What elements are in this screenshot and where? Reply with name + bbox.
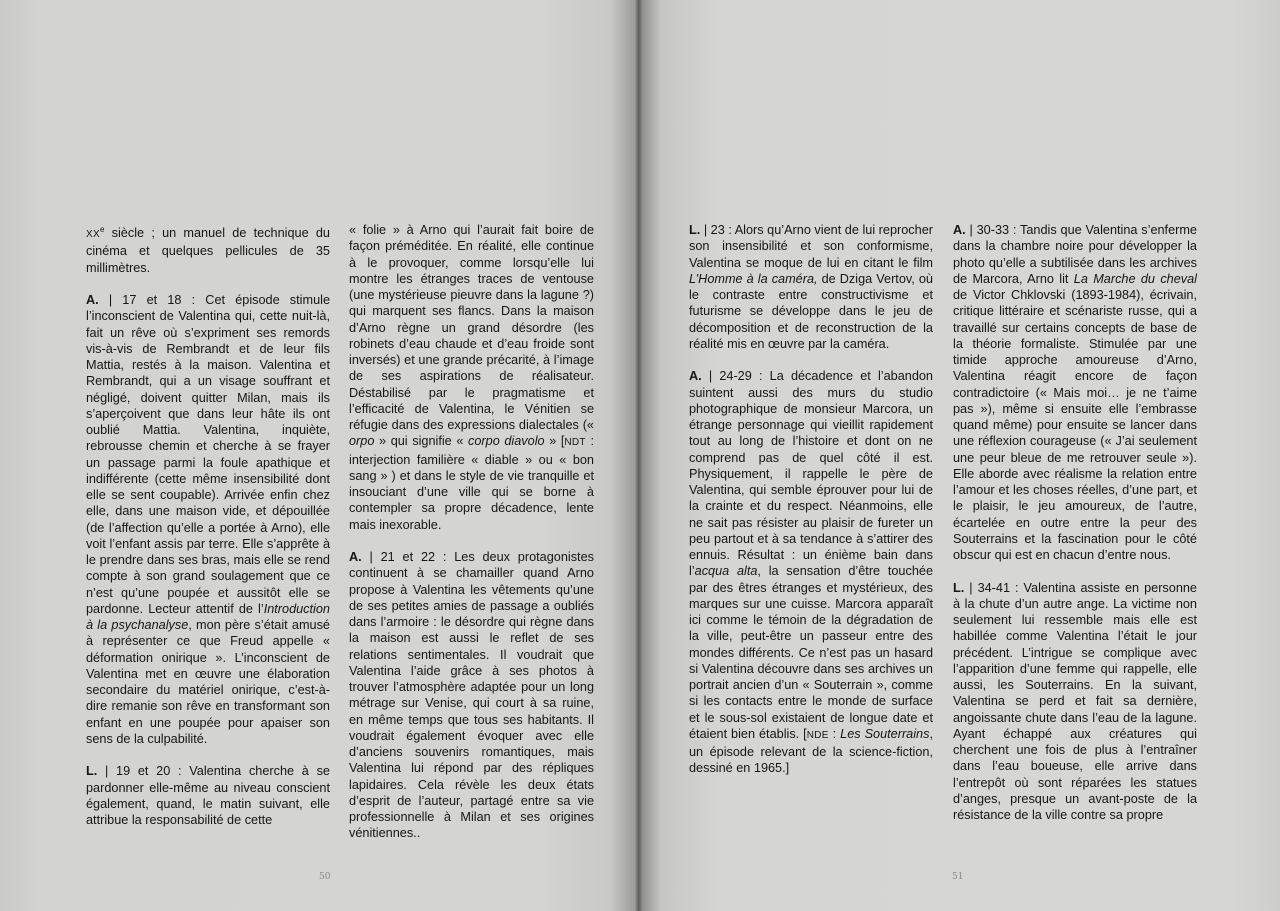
film-title: L’Homme à la caméra, [689,271,818,286]
paragraph-text: | 24-29 : La décadence et l’abandon suintent aussi des murs du studio photographique de monsieur Marcora, un étrange personnage qui vieillit rapidement tout au long de l’histoire et dont on ne comprend pas de quel côté il est. Physiquement, il rappelle le père de Valentina, qui semble éprouver pour lui de la crainte et du respect. Néanmoins, elle ne sait pas résister au plaisir de fureter un peu partout et à sa tendance à s’attirer des ennuis. Résultat : un énième bain dans l’ [689,369,933,579]
paragraph-text: | 21 et 22 : Les deux protagonistes continuent à se chamailler quand Arno propose à Valentina les vêtements qu’une de ses petites amies de passage a oubliés dans l’armoire : le désordre qui règne dans la maison est aussi le reflet de ses relations sentimentales. Il voudrait que Valentina l’aide grâce à ses photos à trouver l’atmosphère adaptée pour un long métrage sur Venise, qui court à sa ruine, en même temps que tous ses habitants. Il voudrait également évoquer avec elle d’anciens souvenirs romantiques, mais Valentina lui répond par des répliques lapidaires. Cela révèle les deux états d’esprit de l’auteur, partagé entre sa vie professionnelle à Milan et ses origines vénitiennes.. [349,550,594,841]
book-title: La Marche du cheval [1073,271,1197,286]
author-label: A. [349,550,362,564]
author-label: A. [953,223,966,237]
paragraph-text: , mon père s’était amusé à représenter ce que Freud appelle « déformation onirique ». L’inconscient de Valentina met en œuvre une élaboration secondaire du matériel onirique, c’est-à-dire remanie son rêve en transformant son enfant en une poupée pour apaiser son sens de la culpabilité. [86,618,330,746]
left-page-column-1 [86,222,330,828]
paragraph-continuation [349,222,594,533]
paragraph-text: » qui signifie « [374,434,469,449]
book-title: Introduction à la psychanalyse [86,601,330,633]
paragraph-text: de Victor Chklovski (1893-1984), écrivain, critique littéraire et scénariste russe, qui a travaillé sur certains concepts de base de la théorie formaliste. Stimulée par une timide approche amoureuse d’Arno, Valentina réagit encore de façon contradictoire (« Mais moi… je ne t’aime pas »), même si ensuite elle l’embrasse quand même) pour ensuite se lancer dans une réflexion courageuse (« J’ai seulement une peur bleue de me retrouver seule »). Elle aborde avec réalisme la relation entre l’amour et les choses réelles, d’une part, et le plaisir, le jeu amoureux, de l’autre, écartelée en outre entre la peur des Souterrains et la fascination pour le côté obscur qui est en chacun d’entre nous. [953,288,1197,562]
paragraph-21-22 [349,549,594,842]
italic-term: acqua alta [694,564,758,579]
left-page [0,0,636,911]
paragraph-text: , la sensation d’être touchée par des êtres étranges et mystérieux, des marques sur une cuisse. Marcora apparaît ici comme le témoin de la dégradation de la ville, peut-être un passeur entre des mondes différents. Ce n’est pas un hasard si Valentina découvre dans ses archives un portrait ancien d’un « Souterrain », comme si les contacts entre le monde de surface et le sous-sol existaient de longue date et étaient bien établis. [ [689,564,933,741]
dialect-term: corpo diavolo [468,434,545,449]
paragraph-24-29 [689,368,933,776]
translator-note-label: NDT [564,437,586,449]
century-superscript: e [99,225,105,234]
paragraph-34-41 [953,580,1197,824]
paragraph-text: « folie » à Arno qui l’aurait fait boire de façon préméditée. En réalité, elle continue à le provoquer, comme lorsqu’elle lui montre les étranges traces de ventouse (une mystérieuse pieuvre dans la lagune ?) qui marquent ses flancs. Dans la maison d’Arno règne un grand désordre (les robinets d’eau chaude et d’eau froide sont inversés) et une grande précarité, à l’image de ses aspirations de réalisateur. Déstabilisé par le pragmatisme et l’efficacité de Valentina, le Vénitien se réfugie dans des expressions dialectales (« [349,223,594,432]
century-numeral: XX [86,229,100,241]
author-label: L. [689,223,701,237]
paragraph-text: | 23 : Alors qu’Arno vient de lui reprocher son insensibilité et son conformisme, Valentina se moque de lui en citant le film [689,223,933,270]
page-number: 51 [952,872,964,882]
dialect-term: orpo [349,434,375,449]
paragraph-intro [86,222,330,276]
paragraph-30-33 [953,222,1197,563]
paragraph-text: | 34-41 : Valentina assiste en personne à la chute d’un autre ange. La victime non seulement lui ressemble mais elle est habillée comme Valentina l’était le jour précédent. L’intrigue se complique avec l’apparition d’une femme qui rappelle, elle aussi, les Souterrains. En la suivant, Valentina se perd et fait sa dernière, angoissante chute dans l’eau de la lagune. Ayant échappé aux créatures qui cherchent une fois de plus à l’entraîner dans l’eau boueuse, elle arrive dans l’entrepôt où sont réparées les statues d’anges, presque un avant-poste de la résistance de la ville contre sa propre [953,580,1197,822]
paragraph-text: , un épisode relevant de la science-fiction, dessiné en 1965.] [689,726,933,776]
right-page-column-2 [953,222,1197,823]
paragraph-text: : interjection familière « diable » ou « bon sang » ) et dans le style de vie tranquille et insouciant d’une ville qui se borne à contempler sa propre décadence, lente mais inexorable. [349,434,594,532]
author-label: A. [689,369,702,384]
paragraph-19-20 [86,763,330,828]
paragraph-text: siècle ; un manuel de technique du cinéma et quelques pellicules de 35 millimètres. [86,226,330,275]
paragraph-text: | 30-33 : Tandis que Valentina s’enferme dans la chambre noire pour développer la photo qu’elle a subtilisée dans les archives de Marcora, Arno lit [953,223,1197,286]
paragraph-text: | 17 et 18 : Cet épisode stimule l’inconscient de Valentina qui, cette nuit-là, fait un rêve où s’expriment ses remords vis-à-vis de Rembrandt et de leur fils Mattia, restés à la maison. Valentina et Rembrandt, qui a un visage souffrant et négligé, doivent quitter Milan, mais ils s’aperçoivent que dans leur hâte ils ont oublié Mattia. Valentina, inquiète, rebrousse chemin et cherche à se frayer un passage parmi la foule apathique et indifférente (cette même insensibilité dont elle se sent coupable). Arrivée enfin chez elle, dans une maison vide, et dépouillée (de l’affection qu’elle a portée à Arno), elle voit l’enfant assis par terre. Elle s’apprête à le prendre dans ses bras, mais elle se rend compte à son grand soulagement que ce n’est qu’une poupée et aussitôt elle se pardonne. Lecteur attentif de l’ [86,293,330,616]
author-label: A. [86,293,99,308]
episode-title: Les Souterrains [840,726,930,741]
paragraph-17-18 [86,292,330,747]
author-label: L. [86,764,98,779]
left-page-column-2 [349,222,594,842]
editor-note-label: NDE [806,729,829,741]
paragraph-23 [689,222,933,352]
paragraph-text: de Dziga Vertov, où le contraste entre constructivisme et futurisme se développe dans le jeu de décomposition et de reconstruction de la réalité mis en œuvre par la caméra. [689,271,933,351]
author-label: L. [953,580,965,595]
paragraph-text: : [828,726,841,741]
paragraph-text: | 19 et 20 : Valentina cherche à se pardonner elle-même au niveau conscient également, quand, le matin suivant, elle attribue la responsabilité de cette [86,764,330,828]
page-number: 50 [319,872,331,882]
paragraph-text: » [ [544,434,565,449]
right-page-column-1 [689,222,933,777]
